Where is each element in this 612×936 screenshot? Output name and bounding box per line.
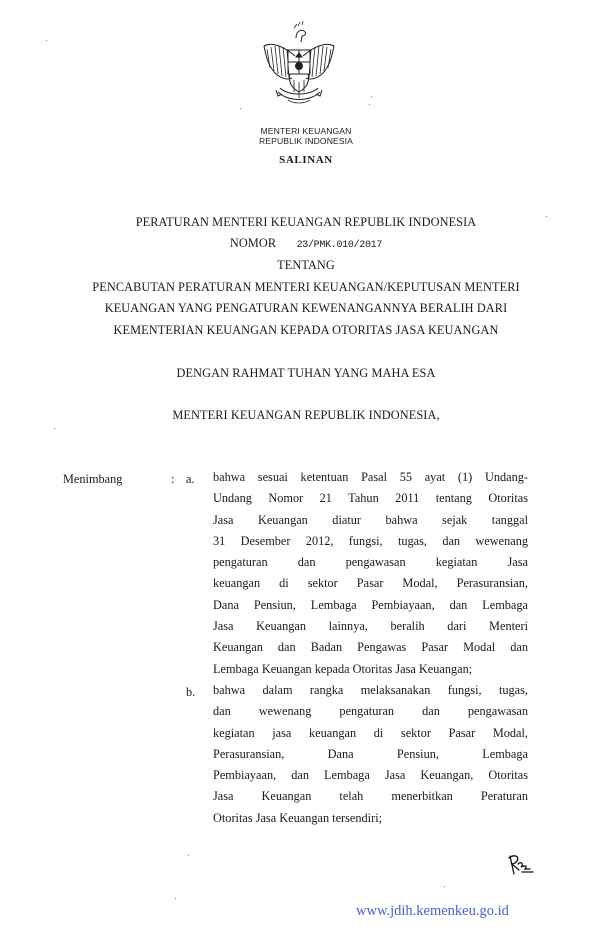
- scan-speck: [46, 40, 47, 41]
- scan-speck: [546, 216, 547, 217]
- item-a-line: 31 Desember 2012, fungsi, tugas, dan wewenang: [213, 533, 528, 548]
- invocation: DENGAN RAHMAT TUHAN YANG MAHA ESA: [176, 366, 436, 380]
- item-b-line: Otoritas Jasa Keuangan tersendiri;: [213, 810, 383, 825]
- regulation-title: PERATURAN MENTERI KEUANGAN REPUBLIK INDONESIA: [135, 215, 477, 229]
- item-a-line: Undang Nomor 21 Tahun 2011 tentang Otoritas: [213, 491, 528, 506]
- subject-line-3: KEMENTERIAN KEUANGAN KEPADA OTORITAS JASA KEUANGAN: [113, 323, 499, 337]
- website-link[interactable]: www.jdih.kemenkeu.go.id: [356, 903, 509, 919]
- issuer: MENTERI KEUANGAN REPUBLIK INDONESIA,: [172, 408, 440, 422]
- menimbang-colon: :: [171, 472, 175, 486]
- item-b-paragraph: [213, 680, 528, 829]
- subject-line-1: PENCABUTAN PERATURAN MENTERI KEUANGAN/KEPUTUSAN MENTERI: [92, 280, 520, 294]
- scan-speck: [371, 96, 372, 97]
- item-b-line: Perasuransian, Dana Pensiun, Lembaga: [213, 746, 528, 761]
- regulation-number: [0, 236, 612, 251]
- scan-speck: [444, 886, 445, 887]
- item-b-line: dan wewenang pengaturan dan pengawasan: [213, 704, 528, 719]
- nomor-label: NOMOR: [229, 236, 277, 250]
- subject-line-2: KEUANGAN YANG PENGATURAN KEWENANGANNYA BERALIH DARI: [104, 301, 508, 315]
- garuda-emblem-icon: [258, 16, 340, 120]
- scan-speck: [369, 104, 370, 105]
- item-a-marker: a.: [186, 472, 195, 486]
- scan-speck: [240, 108, 241, 109]
- scan-speck: [54, 428, 55, 429]
- ministry-name-line1: MENTERI KEUANGAN: [260, 126, 352, 136]
- signature-initials-icon: [506, 852, 536, 878]
- menimbang-label: Menimbang: [63, 472, 123, 486]
- item-a-line: Jasa Keuangan diatur bahwa sejak tanggal: [213, 512, 528, 527]
- scan-speck: [188, 855, 189, 856]
- scan-speck: [175, 898, 176, 899]
- item-b-line: Jasa Keuangan telah menerbitkan Peraturan: [213, 789, 528, 804]
- item-a-line: Lembaga Keuangan kepada Otoritas Jasa Keuangan;: [213, 661, 473, 676]
- item-a-line: pengaturan dan pengawasan kegiatan Jasa: [213, 555, 528, 570]
- item-b-line: bahwa dalam rangka melaksanakan fungsi, tugas,: [213, 683, 528, 697]
- item-a-line: keuangan di sektor Pasar Modal, Perasuransian,: [213, 576, 528, 591]
- item-b-line: kegiatan jasa keuangan di sektor Pasar Modal,: [213, 725, 528, 740]
- item-a-paragraph: [213, 467, 528, 680]
- item-a-line: Jasa Keuangan lainnya, beralih dari Menteri: [213, 619, 528, 634]
- tentang-label: TENTANG: [277, 258, 335, 272]
- item-a-line: bahwa sesuai ketentuan Pasal 55 ayat (1) Undang-: [213, 470, 528, 484]
- copy-label: SALINAN: [279, 154, 333, 166]
- item-a-line: Dana Pensiun, Lembaga Pembiayaan, dan Lembaga: [213, 597, 528, 612]
- item-b-marker: b.: [186, 685, 196, 699]
- item-a-line: Keuangan dan Badan Pengawas Pasar Modal dan: [213, 640, 528, 655]
- ministry-name-line2: REPUBLIK INDONESIA: [259, 136, 353, 146]
- nomor-value: 23/PMK.010/2017: [296, 240, 383, 251]
- item-b-line: Pembiayaan, dan Lembaga Jasa Keuangan, Otoritas: [213, 768, 528, 783]
